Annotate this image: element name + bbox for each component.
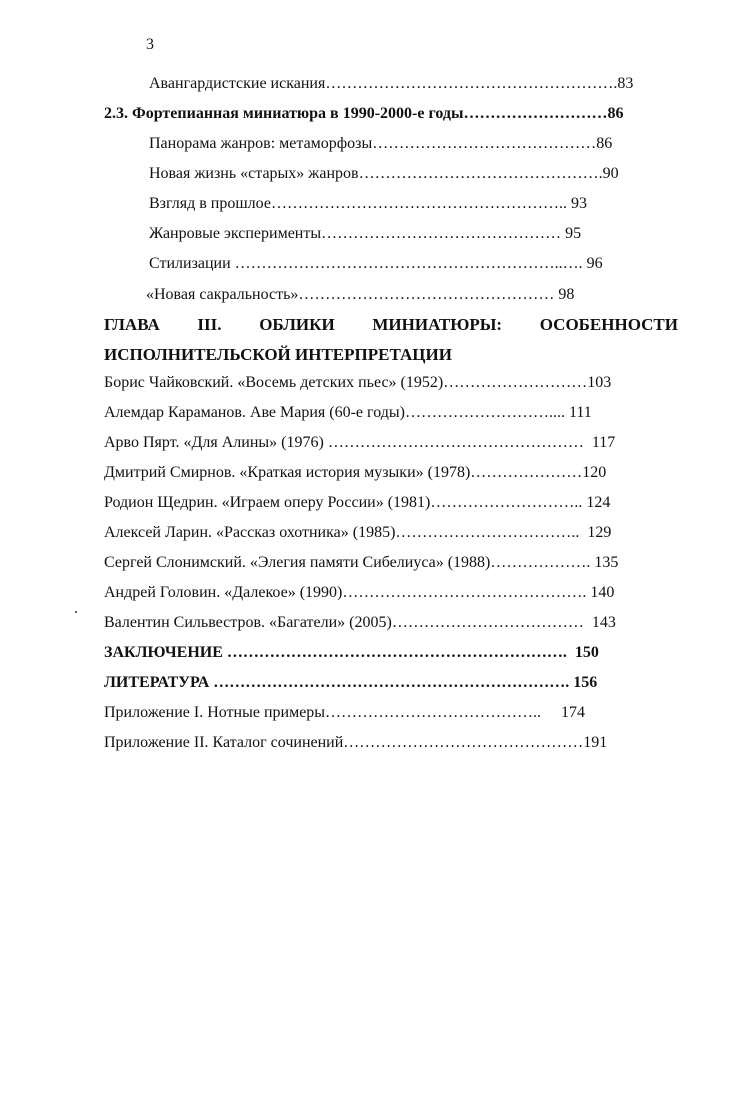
scan-speck <box>75 611 77 613</box>
toc-entry-conclusion: ЗАКЛЮЧЕНИЕ ………………………………………………………. 150 <box>104 644 599 661</box>
toc-entry-appendix-2: Приложение II. Каталог сочинений………………………………………191 <box>104 734 608 751</box>
toc-entry-look-back: Взгляд в прошлое……………………………………………….. 93 <box>149 195 587 212</box>
toc-entry-larin: Алексей Ларин. «Рассказ охотника» (1985)…………………………….. 129 <box>104 524 612 541</box>
toc-entry-karamanov: Алемдар Караманов. Аве Мария (60-е годы)……………………….... 111 <box>104 404 592 421</box>
chapter-heading <box>104 315 678 365</box>
chapter-word: III. <box>197 315 222 334</box>
toc-section-2-3: 2.3. Фортепианная миниатюра в 1990-2000-е годы………………………86 <box>104 105 624 122</box>
toc-entry-genre-panorama: Панорама жанров: метаморфозы……………………………………86 <box>149 135 613 152</box>
toc-entry-stylizations: Стилизации ……………………………………………………..…. 96 <box>149 255 603 272</box>
toc-entry-silvestrov: Валентин Сильвестров. «Багатели» (2005)……………………………… 143 <box>104 614 616 631</box>
toc-entry-part: Арво Пярт. «Для Алины» (1976) ………………………………………… 117 <box>104 434 616 451</box>
toc-entry-old-genres: Новая жизнь «старых» жанров……………………………………….90 <box>149 165 619 182</box>
toc-entry-slonimsky: Сергей Слонимский. «Элегия памяти Сибелиуса» (1988)………………. 135 <box>104 554 619 571</box>
toc-entry-avant-garde: Авангардистские искания……………………………………………….83 <box>149 75 634 92</box>
chapter-word: ОСОБЕННОСТИ <box>539 315 678 334</box>
chapter-word: МИНИАТЮРЫ: <box>372 315 503 334</box>
chapter-word: ГЛАВА <box>104 315 160 334</box>
toc-entry-shchedrin: Родион Щедрин. «Играем оперу России» (1981)……………………….. 124 <box>104 494 611 511</box>
toc-entry-smirnov: Дмитрий Смирнов. «Краткая история музыки» (1978)…………………120 <box>104 464 607 481</box>
toc-entry-literature: ЛИТЕРАТУРА …………………………………………………………. 156 <box>104 674 598 691</box>
chapter-word: ОБЛИКИ <box>259 315 335 334</box>
chapter-heading-line-1 <box>104 315 678 335</box>
toc-entry-genre-experiments: Жанровые эксперименты……………………………………… 95 <box>149 225 582 242</box>
toc-entry-golovin: Андрей Головин. «Далекое» (1990)………………………………………. 140 <box>104 584 615 601</box>
chapter-heading-line-2: ИСПОЛНИТЕЛЬСКОЙ ИНТЕРПРЕТАЦИИ <box>104 345 452 364</box>
page-number: 3 <box>146 36 154 53</box>
toc-entry-new-sacrality: «Новая сакральность»………………………………………… 98 <box>146 286 575 303</box>
toc-entry-chaikovsky: Борис Чайковский. «Восемь детских пьес» (1952)………………………103 <box>104 374 612 391</box>
toc-entry-appendix-1: Приложение I. Нотные примеры………………………………….. 174 <box>104 704 586 721</box>
